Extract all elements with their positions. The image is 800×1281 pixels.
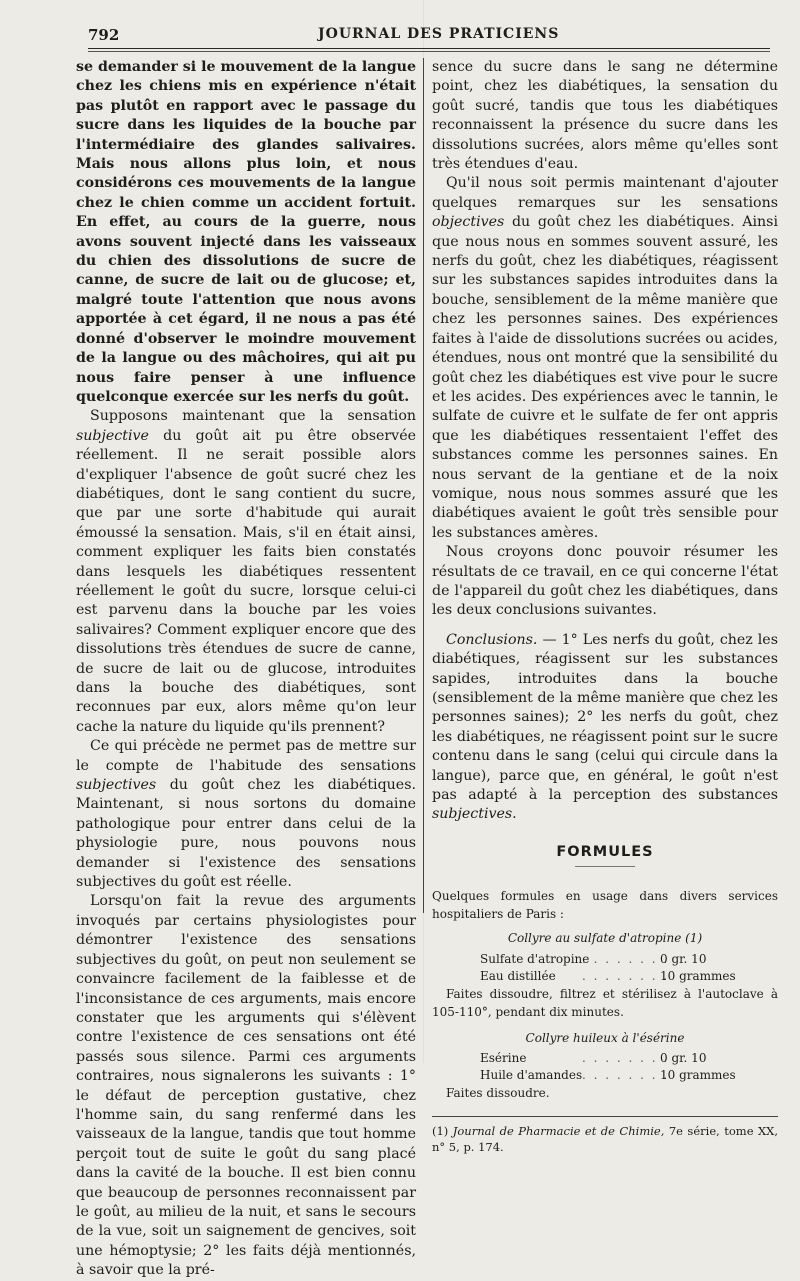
recipe-1-title: Collyre au sulfate d'atropine (1) xyxy=(507,931,703,946)
recipe-2-list xyxy=(432,1050,778,1084)
left-paragraph-1: se demander si le mouvement de la langue chez les chiens mis en expérience n'était pas plutôt en rapport avec le passage du sucre dans les liquides de la bouche par l'intermédiaire des glandes salivaires. Mais nous allons plus loin, et nous considérons ces mouvements de la langue chez le chien comme un accident fortuit. En effet, au cours de la guerre, nous avons souvent injecté dans les vaisseaux du chien des dissolutions de sucre de canne, de sucre de lait ou de glucose; et, malgré toute l'attention que nous avons apportée à cet égard, il ne nous a pas été donné d'observer le moindre mouvement de la langue ou des mâchoires, qui ait pu nous faire penser à une influence quelconque exercée sur les nerfs du goût. xyxy=(76,59,416,405)
recipe-row xyxy=(432,968,778,985)
left-paragraph-4: Lorsqu'on fait la revue des arguments invoqués par certains physiologistes pour démontrer l'existence des sensations subjectives du goût, on peut non seulement se convaincre facilement de la faiblesse et de l'inconsistance de ces arguments, mais encore constater que les arguments qui s'élèvent contre l'existence de ces sensations ont été passés sous silence. Parmi ces arguments contraires, nous signalerons les suivants : 1° le défaut de perception gustative, chez l'homme sain, du sang renfermé dans les vaisseaux de la langue, tandis que tout homme perçoit tout de suite le goût du sang placé dans la cavité de la bouche. Il est bien connu que beaucoup de personnes reconnaissent par le goût, au milieu de la nuit, et sans le secours de la vue, soit un saignement de gencives, soit une hémoptysie; 2° les faits déjà mentionnés, à savoir que la pré- xyxy=(76,893,416,1279)
footnote-rule xyxy=(432,1116,778,1117)
journal-title: JOURNAL DES PRATICIENS xyxy=(318,26,560,42)
text-run: du goût chez les diabétiques. Ainsi que nous nous en sommes souvent assuré, les nerfs du goût, chez les diabétiques, réagissent sur les substances sapides introduites dans la bouche, sensiblement de la même manière que chez les personnes saines. Des expériences faites à l'aide de dissolutions sucrées ou acides, étendues, nous ont montré que la sensibilité du goût chez les diabétiques est vive pour le sucre et les acides. Des expériences avec le tannin, le sulfate de cuivre et le sulfate de fer ont appris que les diabétiques ressentaient l'effet des substances comme les personnes saines. En nous servant de la gentiane et de la noix vomique, nous nous sommes assuré que les diabétiques avaient le goût très sensible pour les substances amères. xyxy=(432,214,778,541)
ingredient: Huile d'amandes xyxy=(480,1068,583,1083)
conclusions-label: Conclusions. xyxy=(446,631,538,648)
text-run: (1) xyxy=(432,1124,453,1139)
italic-run: objectives xyxy=(432,214,505,231)
quantity: 0 gr. 10 xyxy=(660,1051,707,1066)
left-column xyxy=(76,58,416,1281)
text-run: Supposons maintenant que la sensation xyxy=(90,408,416,425)
formules-intro: Quelques formules en usage dans divers services hospitaliers de Paris : xyxy=(432,889,778,922)
text-run: du goût ait pu être observée réellement. Il ne serait possible alors d'expliquer l'absence de goût sucré chez les diabétiques, dont le sang contient du sucre, que par une sorte d'habitude qui aurait émoussé la sensation. Mais, s'il en était ainsi, comment expliquer les faits bien constatés dans lesquels les diabétiques ressentent réellement le goût du sucre, lorsque celui-ci est parvenu dans la bouche par les voies salivaires? Comment expliquer encore que des dissolutions très étendues de sucre de canne, de sucre de lait ou de glucose, introduites dans la bouche des diabétiques, sont reconnues par eux, alors même qu'on leur cache la nature du liquide qu'ils prennent? xyxy=(76,427,416,735)
footnote xyxy=(432,1123,778,1155)
leader-dots: . . . . . . . . xyxy=(582,951,670,966)
italic-run: subjective xyxy=(76,427,149,444)
text-run: . xyxy=(512,806,517,823)
recipe-1-note: Faites dissoudre, filtrez et stérilisez à l'autoclave à 105-110°, pendant dix minutes. xyxy=(432,986,778,1019)
leader-dots: . . . . . . . . xyxy=(582,1068,670,1083)
text-run: Ce qui précède ne permet pas de mettre sur le compte de l'habitude des sensations xyxy=(76,738,416,774)
right-paragraph-3: Nous croyons donc pouvoir résumer les résultats de ce travail, en ce qui concerne l'état de l'appareil du goût chez les diabétiques, dans les deux conclusions suivantes. xyxy=(432,544,778,619)
ingredient: Sulfate d'atropine xyxy=(480,951,590,966)
quantity: 10 grammes xyxy=(660,1068,736,1083)
text-run: Qu'il nous soit permis maintenant d'ajouter quelques remarques sur les sensations xyxy=(432,175,778,211)
leader-dots: . . . . . . . . xyxy=(582,968,670,983)
right-paragraph-1: sence du sucre dans le sang ne détermine point, chez les diabétiques, la sensation du goût sucré, tandis que tous les diabétiques reconnaissent la présence du sucre dans les dissolutions sucrées, alors même qu'elles sont très étendues d'eau. xyxy=(432,59,778,173)
recipe-row xyxy=(432,1050,778,1067)
header-rule-thin xyxy=(88,51,770,52)
italic-run: Journal de Pharmacie et de Chimie, xyxy=(452,1124,665,1139)
page-header xyxy=(88,26,770,46)
recipe-2-note: Faites dissoudre. xyxy=(446,1086,550,1101)
leader-dots: . . . . . . . . xyxy=(582,1051,670,1066)
formules-heading: FORMULES xyxy=(556,843,654,860)
right-column xyxy=(432,58,778,1155)
left-paragraph-3 xyxy=(76,737,416,892)
left-paragraph-2 xyxy=(76,407,416,737)
recipe-2-title: Collyre huileux à l'ésérine xyxy=(525,1030,685,1045)
formules-rule xyxy=(575,866,635,867)
ingredient: Eau distillée xyxy=(480,968,556,983)
recipe-row xyxy=(432,1067,778,1084)
conclusions-paragraph xyxy=(432,631,778,825)
right-paragraph-2 xyxy=(432,174,778,543)
page-number: 792 xyxy=(88,26,120,44)
ingredient: Esérine xyxy=(480,1051,527,1066)
quantity: 10 grammes xyxy=(660,968,736,983)
header-rule xyxy=(88,48,770,49)
italic-run: subjectives xyxy=(76,777,157,794)
quantity: 0 gr. 10 xyxy=(660,951,707,966)
text-run: 7e série, tome XX, n° 5, p. 174. xyxy=(432,1124,779,1155)
text-run: du goût chez les diabétiques. Maintenant, si nous sortons du domaine pathologique pour entrer dans celui de la physiologie pure, nous pouvons nous demander si l'existence des sensations subjectives du goût est réelle. xyxy=(76,777,416,891)
text-run: — 1° Les nerfs du goût, chez les diabétiques, réagissent sur les substances sapides, introduites dans la bouche (sensiblement de la même manière que chez les personnes saines); 2° les nerfs du goût, chez les diabétiques, ne réagissent point sur le sucre contenu dans le sang (celui qui circule dans la langue), parce que, en général, le goût n'est pas adapté à la perception des substances xyxy=(432,631,778,804)
recipe-row xyxy=(432,951,778,968)
italic-run: subjectives xyxy=(432,806,513,823)
column-divider xyxy=(423,58,424,913)
recipe-1-list xyxy=(432,951,778,985)
